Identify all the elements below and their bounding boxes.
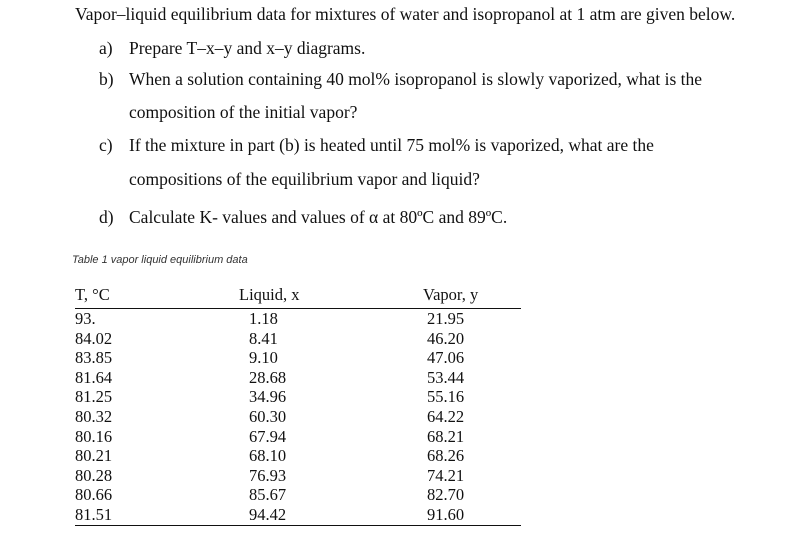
cell-vapor: 82.70 xyxy=(427,485,465,505)
cell-vapor: 47.06 xyxy=(427,348,465,368)
table-caption: Table 1 vapor liquid equilibrium data xyxy=(72,254,248,266)
question-c-continuation: compositions of the equilibrium vapor and liquid? xyxy=(129,169,480,189)
cell-temperature: 83.85 xyxy=(75,348,113,368)
cell-liquid: 28.68 xyxy=(249,367,287,387)
question-text: If the mixture in part (b) is heated until 75 mol% is vaporized, what are the xyxy=(129,135,654,155)
cell-liquid: 85.67 xyxy=(249,485,287,505)
table-row xyxy=(75,329,521,349)
cell-liquid: 1.18 xyxy=(249,309,278,328)
cell-liquid: 9.10 xyxy=(249,348,278,368)
cell-vapor: 74.21 xyxy=(427,465,465,485)
cell-temperature: 80.21 xyxy=(75,446,113,466)
header-liquid: Liquid, x xyxy=(239,285,300,304)
cell-temperature: 84.02 xyxy=(75,328,113,348)
question-text: When a solution containing 40 mol% isopropanol is slowly vaporized, what is the xyxy=(129,69,703,89)
question-label: c) xyxy=(99,135,113,155)
cell-liquid: 67.94 xyxy=(249,426,287,446)
cell-vapor: 46.20 xyxy=(427,328,465,348)
cell-liquid: 94.42 xyxy=(249,504,287,524)
table-row xyxy=(75,348,521,368)
cell-liquid: 68.10 xyxy=(249,446,287,466)
question-label: d) xyxy=(99,207,114,227)
cell-liquid: 8.41 xyxy=(249,328,278,348)
table-header-row xyxy=(75,283,521,309)
table-row xyxy=(75,387,521,407)
cell-temperature: 81.51 xyxy=(75,504,113,524)
question-b-continuation: composition of the initial vapor? xyxy=(129,102,358,122)
table-body xyxy=(75,309,521,525)
cell-temperature: 80.32 xyxy=(75,406,113,426)
cell-vapor: 21.95 xyxy=(427,309,465,328)
cell-temperature: 80.66 xyxy=(75,485,113,505)
cell-liquid: 60.30 xyxy=(249,406,287,426)
table-row xyxy=(75,446,521,466)
table-row xyxy=(75,485,521,505)
table-row xyxy=(75,368,521,388)
question-text: Calculate K- values and values of α at 80ºC and 89ºC. xyxy=(129,207,508,227)
question-text: Prepare T–x–y and x–y diagrams. xyxy=(129,38,366,58)
question-label: a) xyxy=(99,38,113,58)
table-row xyxy=(75,505,521,525)
cell-temperature: 81.64 xyxy=(75,367,113,387)
table-row xyxy=(75,309,521,329)
question-label: b) xyxy=(99,69,114,89)
cell-vapor: 53.44 xyxy=(427,367,465,387)
cell-vapor: 91.60 xyxy=(427,504,465,524)
cell-vapor: 55.16 xyxy=(427,387,465,407)
cell-liquid: 34.96 xyxy=(249,387,287,407)
header-temperature: T, °C xyxy=(75,285,110,304)
cell-vapor: 68.21 xyxy=(427,426,465,446)
table-row xyxy=(75,427,521,447)
cell-vapor: 68.26 xyxy=(427,446,465,466)
cell-temperature: 81.25 xyxy=(75,387,113,407)
cell-temperature: 80.16 xyxy=(75,426,113,446)
table-row xyxy=(75,466,521,486)
cell-temperature: 80.28 xyxy=(75,465,113,485)
table-row xyxy=(75,407,521,427)
vle-data-table xyxy=(75,283,521,526)
header-vapor: Vapor, y xyxy=(423,285,479,304)
cell-liquid: 76.93 xyxy=(249,465,287,485)
cell-vapor: 64.22 xyxy=(427,406,465,426)
problem-intro: Vapor–liquid equilibrium data for mixtures of water and isopropanol at 1 atm are given below. xyxy=(75,4,736,24)
cell-temperature: 93. xyxy=(75,309,96,328)
